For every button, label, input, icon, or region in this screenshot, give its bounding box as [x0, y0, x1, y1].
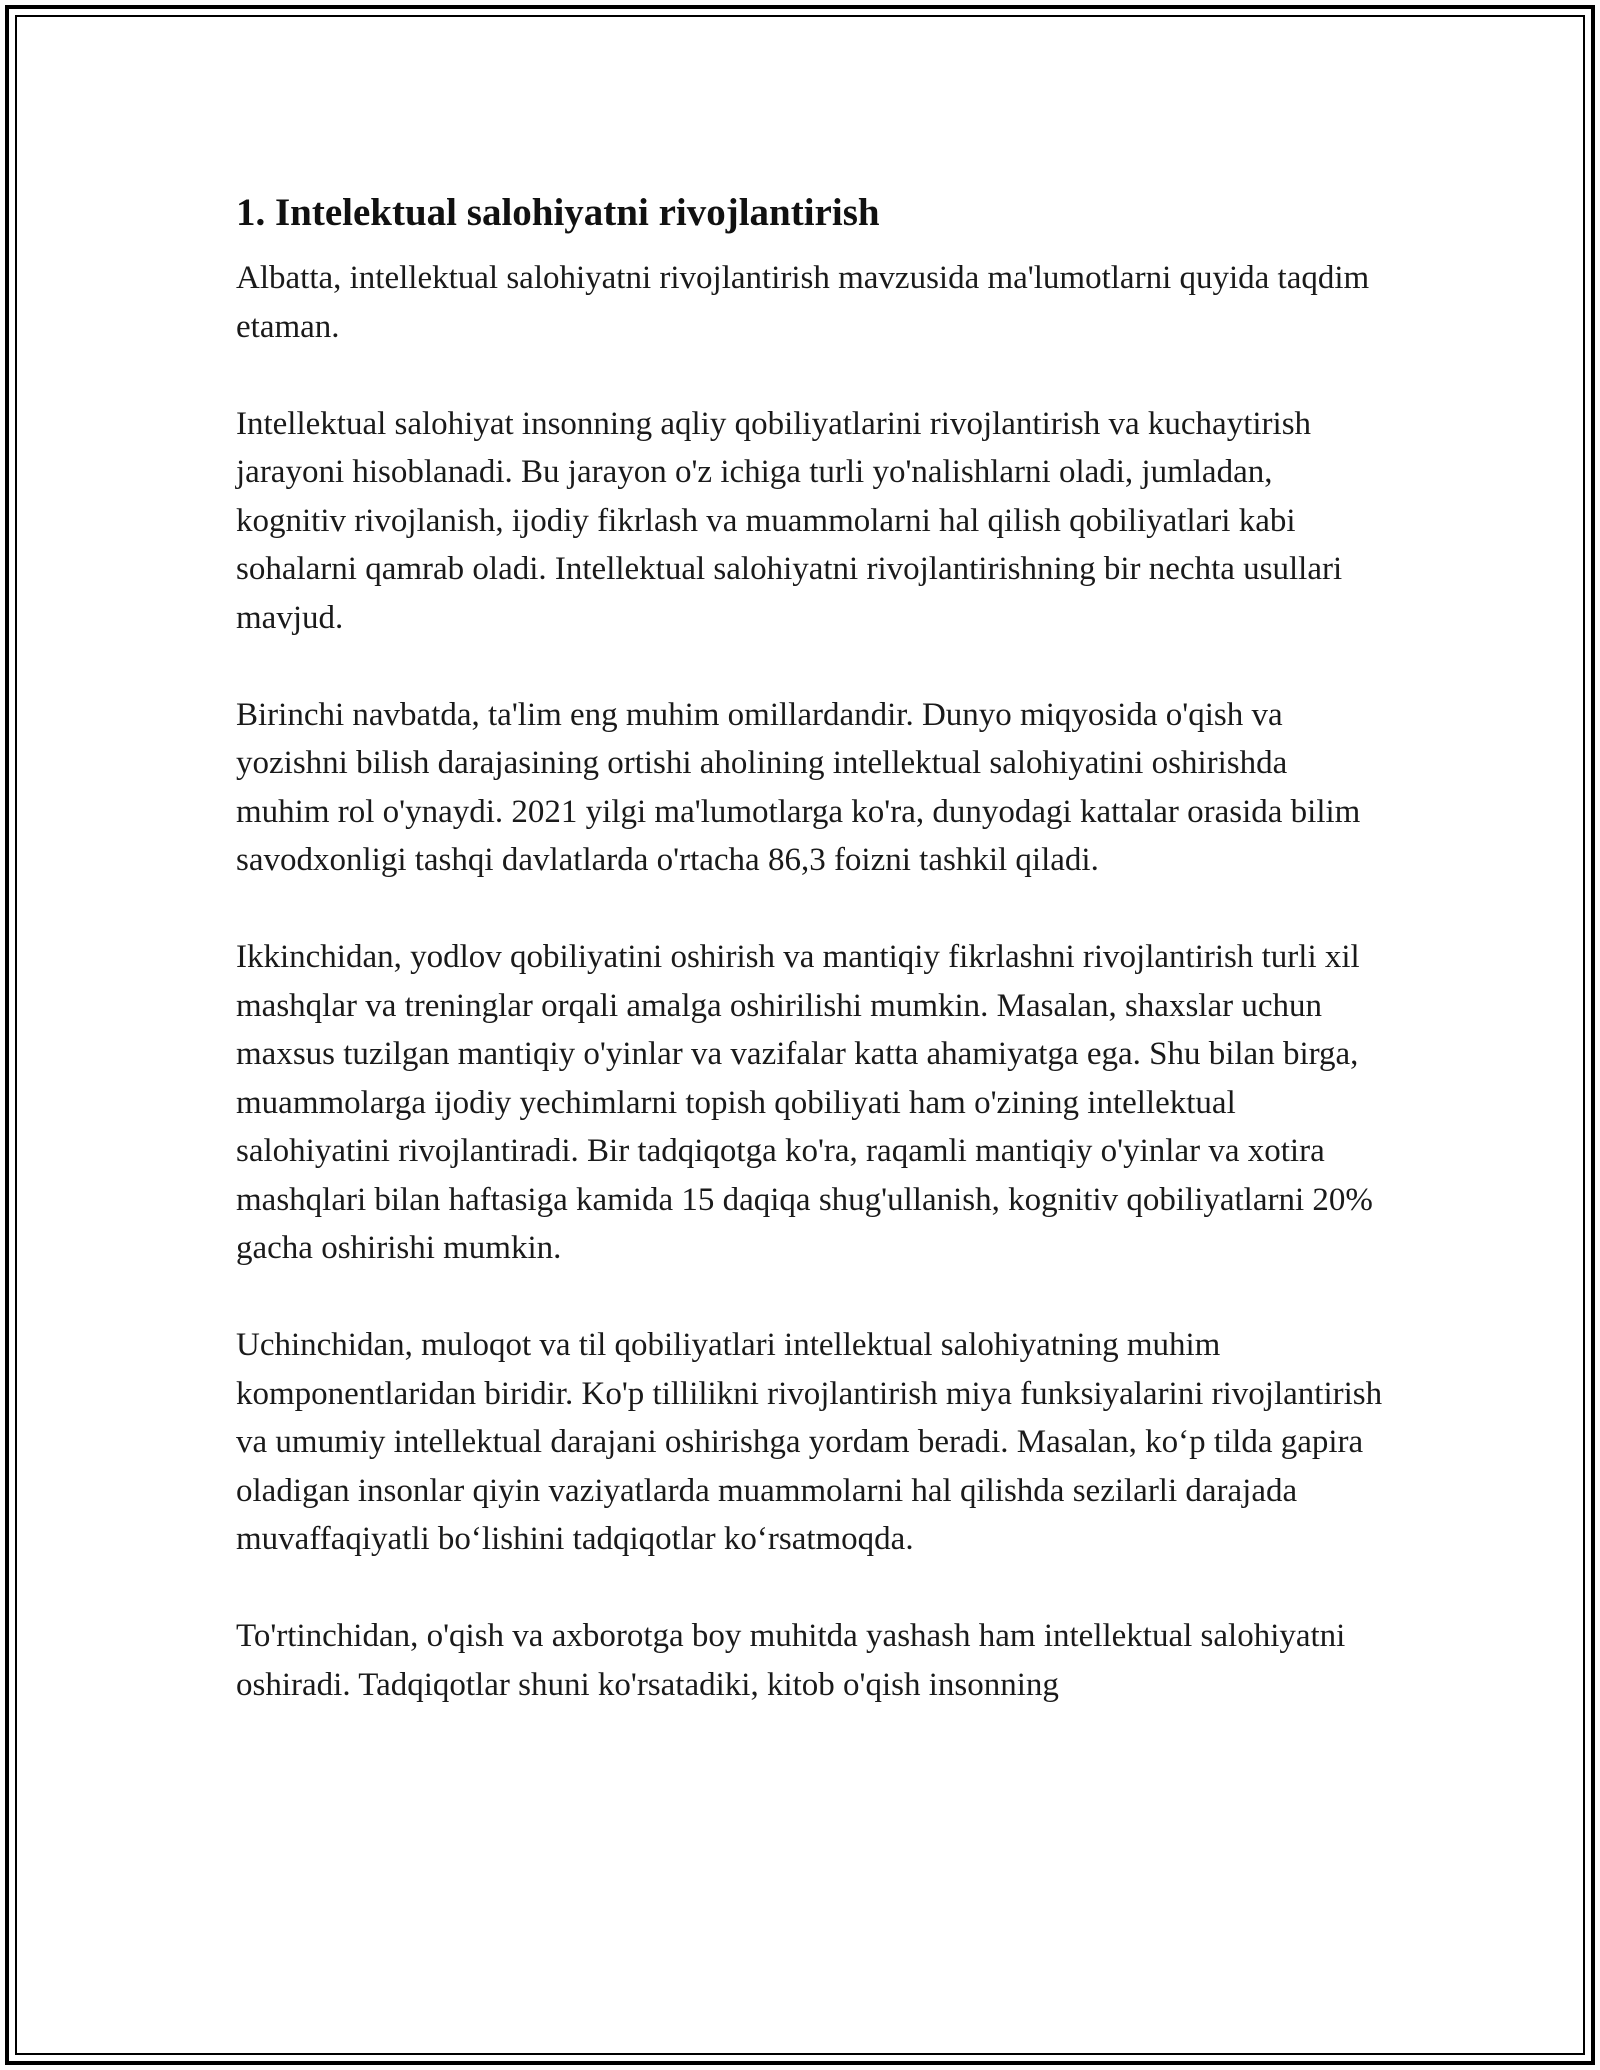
paragraph-definition: Intellektual salohiyat insonning aqliy qobiliyatlarini rivojlantirish va kuchaytirish jarayoni hisoblanadi. Bu jarayon o'z ichiga turli yo'nalishlarni oladi, jumladan, kognitiv rivojlanish, ijodiy fikrlash va muammolarni hal qilish qobiliyatlari kabi sohalarni qamrab oladi. Intellektual salohiyatni rivojlantirishning bir nechta usullari mavjud.: [236, 405, 1343, 636]
document-body: [236, 183, 1386, 1709]
document-title: 1. Intelektual salohiyatni rivojlantirish: [236, 191, 880, 234]
paragraph-fourth-point: To'rtinchidan, o'qish va axborotga boy muhitda yashash ham intellektual salohiyatni oshiradi. Tadqiqotlar shuni ko'rsatadiki, kitob o'qish insonning: [236, 1618, 1346, 1703]
paragraph-third-point: Uchinchidan, muloqot va til qobiliyatlari intellektual salohiyatning muhim komponentlaridan biridir. Ko'p tillilikni rivojlantirish miya funksiyalarini rivojlantirish va umumiy intellektual darajani oshirishga yordam beradi. Masalan, ko‘p tilda gapira oladigan insonlar qiyin vaziyatlarda muammolarni hal qilishda sezilarli darajada muvaffaqiyatli bo‘lishini tadqiqotlar ko‘rsatmoqda.: [236, 1327, 1383, 1557]
paragraph-intro: Albatta, intellektual salohiyatni rivojlantirish mavzusida ma'lumotlarni quyida taqdim etaman.: [236, 260, 1370, 345]
paragraph-first-point: Birinchi navbatda, ta'lim eng muhim omillardandir. Dunyo miqyosida o'qish va yozishni bilish darajasining ortishi aholining intellektual salohiyatini oshirishda muhim rol o'ynaydi. 2021 yilgi ma'lumotlarga ko'ra, dunyodagi kattalar orasida bilim savodxonligi tashqi davlatlarda o'rtacha 86,3 foizni tashkil qiladi.: [236, 696, 1361, 878]
paragraph-second-point: Ikkinchidan, yodlov qobiliyatini oshirish va mantiqiy fikrlashni rivojlantirish turli xil mashqlar va treninglar orqali amalga oshirilishi mumkin. Masalan, shaxslar uchun maxsus tuzilgan mantiqiy o'yinlar va vazifalar katta ahamiyatga ega. Shu bilan birga, muammolarga ijodiy yechimlarni topish qobiliyati ham o'zining intellektual salohiyatini rivojlantiradi. Bir tadqiqotga ko'ra, raqamli mantiqiy o'yinlar va xotira mashqlari bilan haftasiga kamida 15 daqiqa shug'ullanish, kognitiv qobiliyatlarni 20% gacha oshirishi mumkin.: [236, 939, 1373, 1266]
